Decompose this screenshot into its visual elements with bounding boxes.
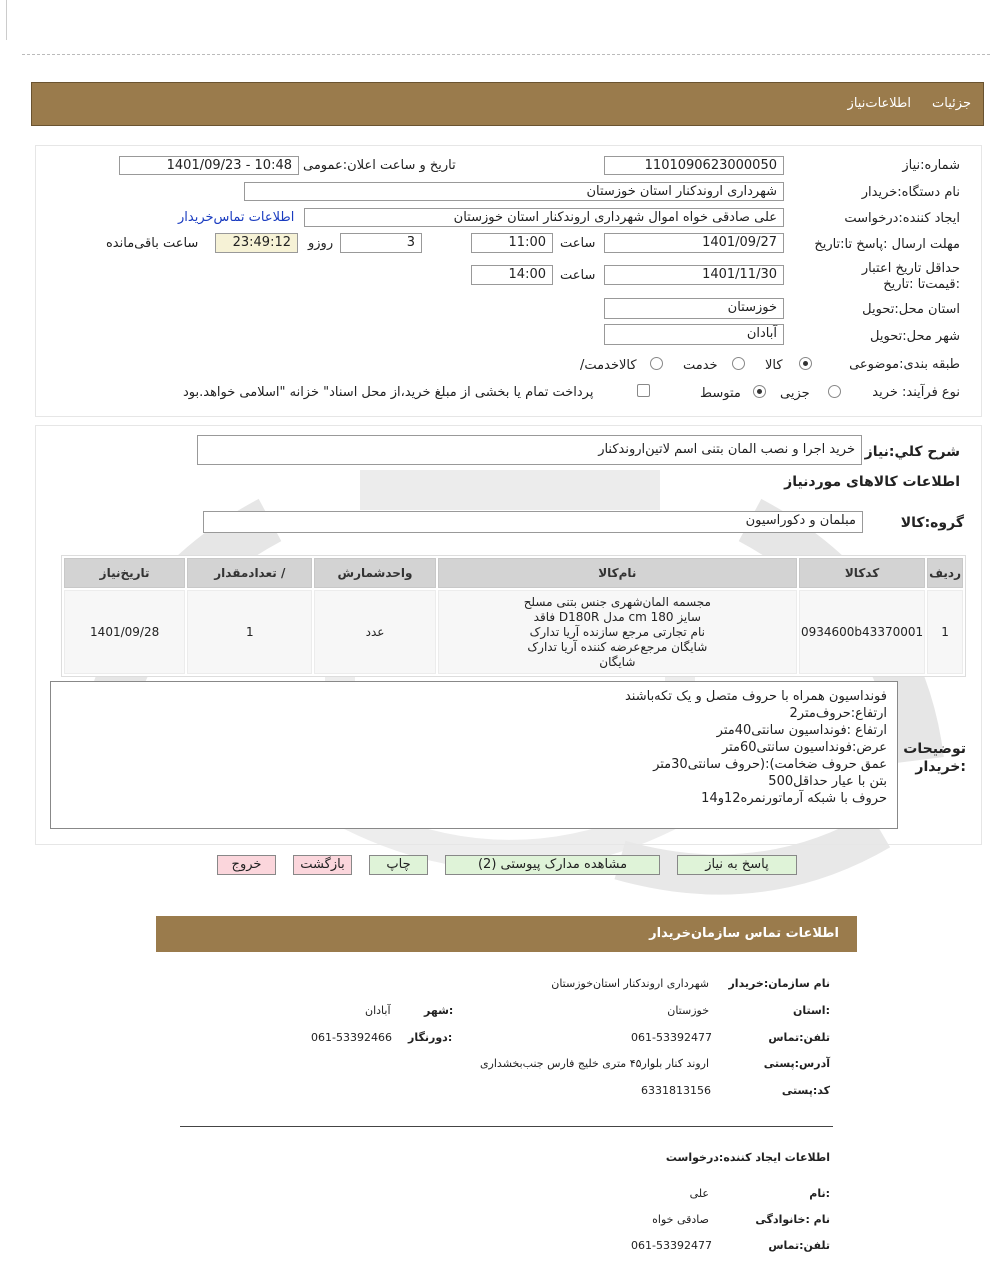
items-table-container xyxy=(61,555,966,677)
org-name-value: شهرداری اروندکنار استان‌خوزستان xyxy=(551,977,709,990)
treasury-payment-text: پرداخت تمام یا بخشی از مبلغ خرید،از محل اسناد" خزانه "اسلامی خواهد.بود xyxy=(183,385,594,400)
attachments-button[interactable]: مشاهده مدارک پیوستی (2) xyxy=(445,855,660,875)
row-name xyxy=(438,590,797,674)
buyer-note-line: عمق حروف ضخامت):(حروف سانتی30متر xyxy=(653,757,887,772)
category-option-goods-service: /کالاخدمت xyxy=(580,358,637,373)
buyer-notes-box xyxy=(50,681,898,829)
category-radio-goods-service[interactable] xyxy=(650,357,663,370)
category-option-service: خدمت xyxy=(683,358,718,373)
goods-info-title: اطلاعات کالاهای موردنیاز xyxy=(784,474,960,490)
deadline-label: مهلت ارسال :پاسخ تا:تاریخ xyxy=(814,237,960,252)
buyer-note-line: ارتفاع :فونداسیون سانتی40متر xyxy=(716,723,887,738)
deadline-time-label: ساعت xyxy=(560,236,596,251)
requester-field: علی صادقی خواه اموال شهرداری اروندکنار استان خوزستان xyxy=(304,208,784,227)
treasury-payment-checkbox[interactable] xyxy=(637,384,650,397)
row-index: 1 xyxy=(927,590,963,674)
table-row xyxy=(64,590,963,674)
delivery-province-label: استان محل:تحویل xyxy=(862,302,960,317)
delivery-province-field: خوزستان xyxy=(604,298,784,319)
creator-name-value: علی xyxy=(689,1187,709,1200)
category-option-goods: کالا xyxy=(765,358,783,373)
contact-phone-value: 061-53392477 xyxy=(631,1031,712,1044)
row-name-line: سایز 180 cm مدل D180R فاقد xyxy=(533,609,701,624)
contact-province-value: خوزستان xyxy=(667,1004,709,1017)
need-number-label: شماره:نیاز xyxy=(902,158,960,173)
remaining-time-label: ساعت باقی‌مانده xyxy=(106,236,199,251)
print-button[interactable]: چاپ xyxy=(369,855,428,875)
creator-info-title: اطلاعات ایجاد کننده:درخواست xyxy=(665,1151,830,1164)
row-name-line: شایگان مرجع‌عرضه کننده آریا تدارک xyxy=(527,639,708,654)
creator-name-label: نام: xyxy=(809,1187,830,1200)
validity-time-field: 14:00 xyxy=(471,265,553,285)
delivery-city-field: آبادان xyxy=(604,324,784,345)
creator-family-label: نام :خانوادگی xyxy=(755,1213,830,1226)
validity-time-label: ساعت xyxy=(560,268,596,283)
row-date: 1401/09/28 xyxy=(64,590,185,674)
col-date: تاریخ‌نیاز xyxy=(64,558,185,588)
contact-province-label: استان: xyxy=(792,1004,830,1017)
postal-address-label: آدرس:پستی xyxy=(763,1057,830,1070)
col-index: ردیف xyxy=(927,558,963,588)
goods-group-field: مبلمان و دکوراسیون xyxy=(203,511,863,533)
creator-phone-value: 061-53392477 xyxy=(631,1239,712,1252)
need-number-field: 1101090623000050 xyxy=(604,156,784,175)
announce-datetime-field: 1401/09/23 - 10:48 xyxy=(119,156,299,175)
page-header xyxy=(31,82,984,126)
col-code: کدکالا xyxy=(799,558,925,588)
need-description-label: شرح کلي:نیاز xyxy=(864,444,960,460)
category-radio-service[interactable] xyxy=(732,357,745,370)
page-left-border xyxy=(6,0,7,40)
buyer-note-line: بتن با عیار حداقل500 xyxy=(768,774,887,789)
validity-date-field: 1401/11/30 xyxy=(604,265,784,285)
row-name-line: شایگان xyxy=(599,654,636,669)
process-option-medium: متوسط xyxy=(700,386,741,401)
row-code: 0934600b43370001 xyxy=(799,590,925,674)
validity-label: حداقل تاریخ اعتبار :قیمت‌تا :تاریخ xyxy=(861,261,960,292)
postal-address-value: اروند کنار بلوار۴۵ متری خلیج فارس جنب‌بخشداری xyxy=(479,1057,709,1070)
tab-need-info[interactable]: اطلاعات‌نیاز xyxy=(847,96,911,111)
row-name-line: نام تجارتی مرجع سازنده آریا تدارک xyxy=(529,624,705,639)
creator-family-value: صادقی خواه xyxy=(652,1213,709,1226)
buyer-org-field: شهرداری اروندکنار استان خوزستان xyxy=(244,182,784,201)
deadline-date-field: 1401/09/27 xyxy=(604,233,784,253)
goods-group-label: گروه:کالا xyxy=(900,515,964,531)
items-table-header xyxy=(64,558,963,588)
contact-fax-value: 061-53392466 xyxy=(311,1031,392,1044)
buyer-note-line: عرض:فونداسیون سانتی60متر xyxy=(721,740,887,755)
days-field: 3 xyxy=(340,233,422,253)
tab-details[interactable]: جزئیات xyxy=(932,96,971,111)
buyer-note-line: حروف با شبکه آرماتورنمره12و14 xyxy=(701,791,887,806)
col-name: نام‌کالا xyxy=(438,558,797,588)
need-description-field: خرید اجرا و نصب المان بتنی اسم لاتین‌اروندکنار xyxy=(197,435,862,465)
buyer-note-line: ارتفاع:حروف‌متر2 xyxy=(789,706,887,721)
process-label: نوع فرآیند: خرید xyxy=(872,385,960,400)
buyer-note-line: فونداسیون همراه با حروف متصل و یک تکه‌باشند xyxy=(624,689,887,704)
contact-city-label: شهر: xyxy=(424,1004,454,1017)
postal-code-label: کد:پستی xyxy=(781,1084,830,1097)
col-unit: واحدشمارش xyxy=(314,558,435,588)
exit-button[interactable]: خروج xyxy=(217,855,276,875)
buyer-contact-link[interactable]: اطلاعات تماس‌خریدار xyxy=(178,210,295,225)
requester-label: ایجاد کننده:درخواست xyxy=(844,211,960,226)
top-divider xyxy=(22,54,990,55)
row-qty: 1 xyxy=(187,590,312,674)
contact-fax-label: دورنگار: xyxy=(408,1031,453,1044)
items-table xyxy=(62,556,965,676)
process-radio-medium[interactable] xyxy=(753,385,766,398)
contact-phone-label: تلفن:تماس xyxy=(768,1031,830,1044)
process-radio-minor[interactable] xyxy=(828,385,841,398)
category-radio-goods[interactable] xyxy=(799,357,812,370)
remaining-time-field: 23:49:12 xyxy=(215,233,298,253)
org-name-label: نام سازمان:خریدار xyxy=(728,977,830,990)
col-qty: / تعدادمقدار xyxy=(187,558,312,588)
category-label: طبقه بندی:موضوعی xyxy=(849,357,960,372)
delivery-city-label: شهر محل:تحویل xyxy=(870,329,960,344)
buyer-notes-label: توضیحات :خریدار xyxy=(903,741,966,775)
contact-divider xyxy=(180,1126,833,1127)
postal-code-value: 6331813156 xyxy=(641,1084,711,1097)
process-option-minor: جزیی xyxy=(780,386,810,401)
creator-phone-label: تلفن:تماس xyxy=(768,1239,830,1252)
back-button[interactable]: بازگشت xyxy=(293,855,352,875)
row-name-line: مجسمه المان‌شهری جنس بتنی مسلح xyxy=(523,594,711,609)
buyer-contact-header xyxy=(156,916,857,952)
days-label: روزو xyxy=(308,236,334,251)
contact-city-value: آبادان xyxy=(365,1004,391,1017)
row-unit: عدد xyxy=(314,590,435,674)
deadline-time-field: 11:00 xyxy=(471,233,553,253)
buyer-org-label: نام دستگاه:خریدار xyxy=(861,185,960,200)
announce-label: تاریخ و ساعت اعلان:عمومی xyxy=(303,158,456,173)
reply-button[interactable]: پاسخ به نیاز xyxy=(677,855,797,875)
buyer-contact-title: اطلاعات تماس سازمان‌خریدار xyxy=(649,926,839,941)
